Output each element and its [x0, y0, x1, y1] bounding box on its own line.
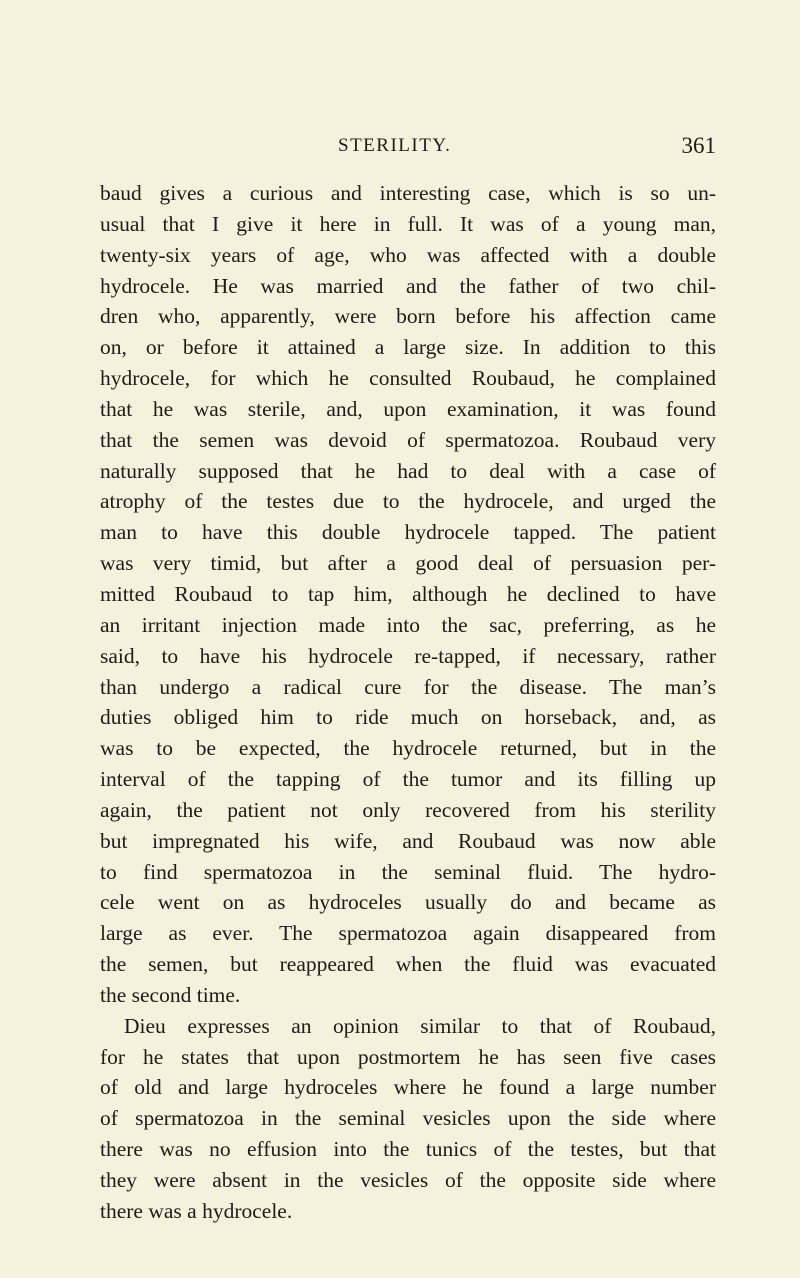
- text-line: hydrocele. He was married and the father of two chil-: [100, 273, 716, 298]
- text-line: Dieu expresses an opinion similar to that of Roubaud,: [124, 1013, 716, 1038]
- text-line: was very timid, but after a good deal of persuasion per-: [100, 551, 716, 576]
- text-line: the second time.: [100, 982, 241, 1007]
- text-line: of old and large hydroceles where he found a large number: [100, 1075, 716, 1100]
- paragraph: [100, 178, 716, 1011]
- text-line: atrophy of the testes due to the hydrocele, and urged the: [100, 489, 716, 514]
- page-number: 361: [681, 133, 716, 158]
- text-line: was to be expected, the hydrocele returned, but in the: [100, 736, 716, 761]
- text-line: for he states that upon postmortem he has seen five cases: [100, 1044, 716, 1069]
- running-head: [100, 131, 716, 161]
- paragraph: [100, 1011, 716, 1227]
- text-line: they were absent in the vesicles of the opposite side where: [100, 1168, 716, 1192]
- text-line: man to have this double hydrocele tapped. The patient: [100, 520, 716, 545]
- text-line: interval of the tapping of the tumor and its filling up: [100, 767, 716, 792]
- text-line: cele went on as hydroceles usually do and became as: [100, 890, 716, 915]
- text-line: said, to have his hydrocele re-tapped, if necessary, rather: [100, 643, 716, 668]
- body-text: [100, 178, 716, 1227]
- text-line: that he was sterile, and, upon examination, it was found: [100, 396, 716, 421]
- text-line: twenty-six years of age, who was affected with a double: [100, 242, 716, 267]
- text-line: but impregnated his wife, and Roubaud was now able: [100, 828, 716, 853]
- text-line: mitted Roubaud to tap him, although he declined to have: [100, 581, 716, 606]
- text-line: an irritant injection made into the sac, preferring, as he: [100, 612, 716, 637]
- text-line: than undergo a radical cure for the disease. The man’s: [100, 674, 716, 699]
- text-line: on, or before it attained a large size. In addition to this: [100, 335, 716, 360]
- text-line: hydrocele, for which he consulted Roubaud, he complained: [100, 366, 716, 391]
- text-line: the semen, but reappeared when the fluid was evacuated: [100, 952, 716, 977]
- text-line: again, the patient not only recovered from his sterility: [100, 797, 716, 822]
- running-title: STERILITY.: [338, 135, 452, 156]
- text-line: that the semen was devoid of spermatozoa. Roubaud very: [100, 427, 716, 452]
- text-line: large as ever. The spermatozoa again disappeared from: [100, 921, 716, 946]
- text-line: there was a hydrocele.: [100, 1198, 293, 1223]
- text-line: duties obliged him to ride much on horseback, and, as: [100, 705, 716, 730]
- text-line: of spermatozoa in the seminal vesicles upon the side where: [100, 1106, 716, 1131]
- text-line: there was no effusion into the tunics of the testes, but that: [100, 1137, 716, 1162]
- text-line: dren who, apparently, were born before his affection came: [100, 304, 716, 329]
- text-line: baud gives a curious and interesting case, which is so un-: [100, 181, 716, 205]
- text-line: naturally supposed that he had to deal with a case of: [100, 458, 716, 483]
- text-line: to find spermatozoa in the seminal fluid. The hydro-: [100, 859, 716, 884]
- text-line: usual that I give it here in full. It was of a young man,: [100, 211, 716, 236]
